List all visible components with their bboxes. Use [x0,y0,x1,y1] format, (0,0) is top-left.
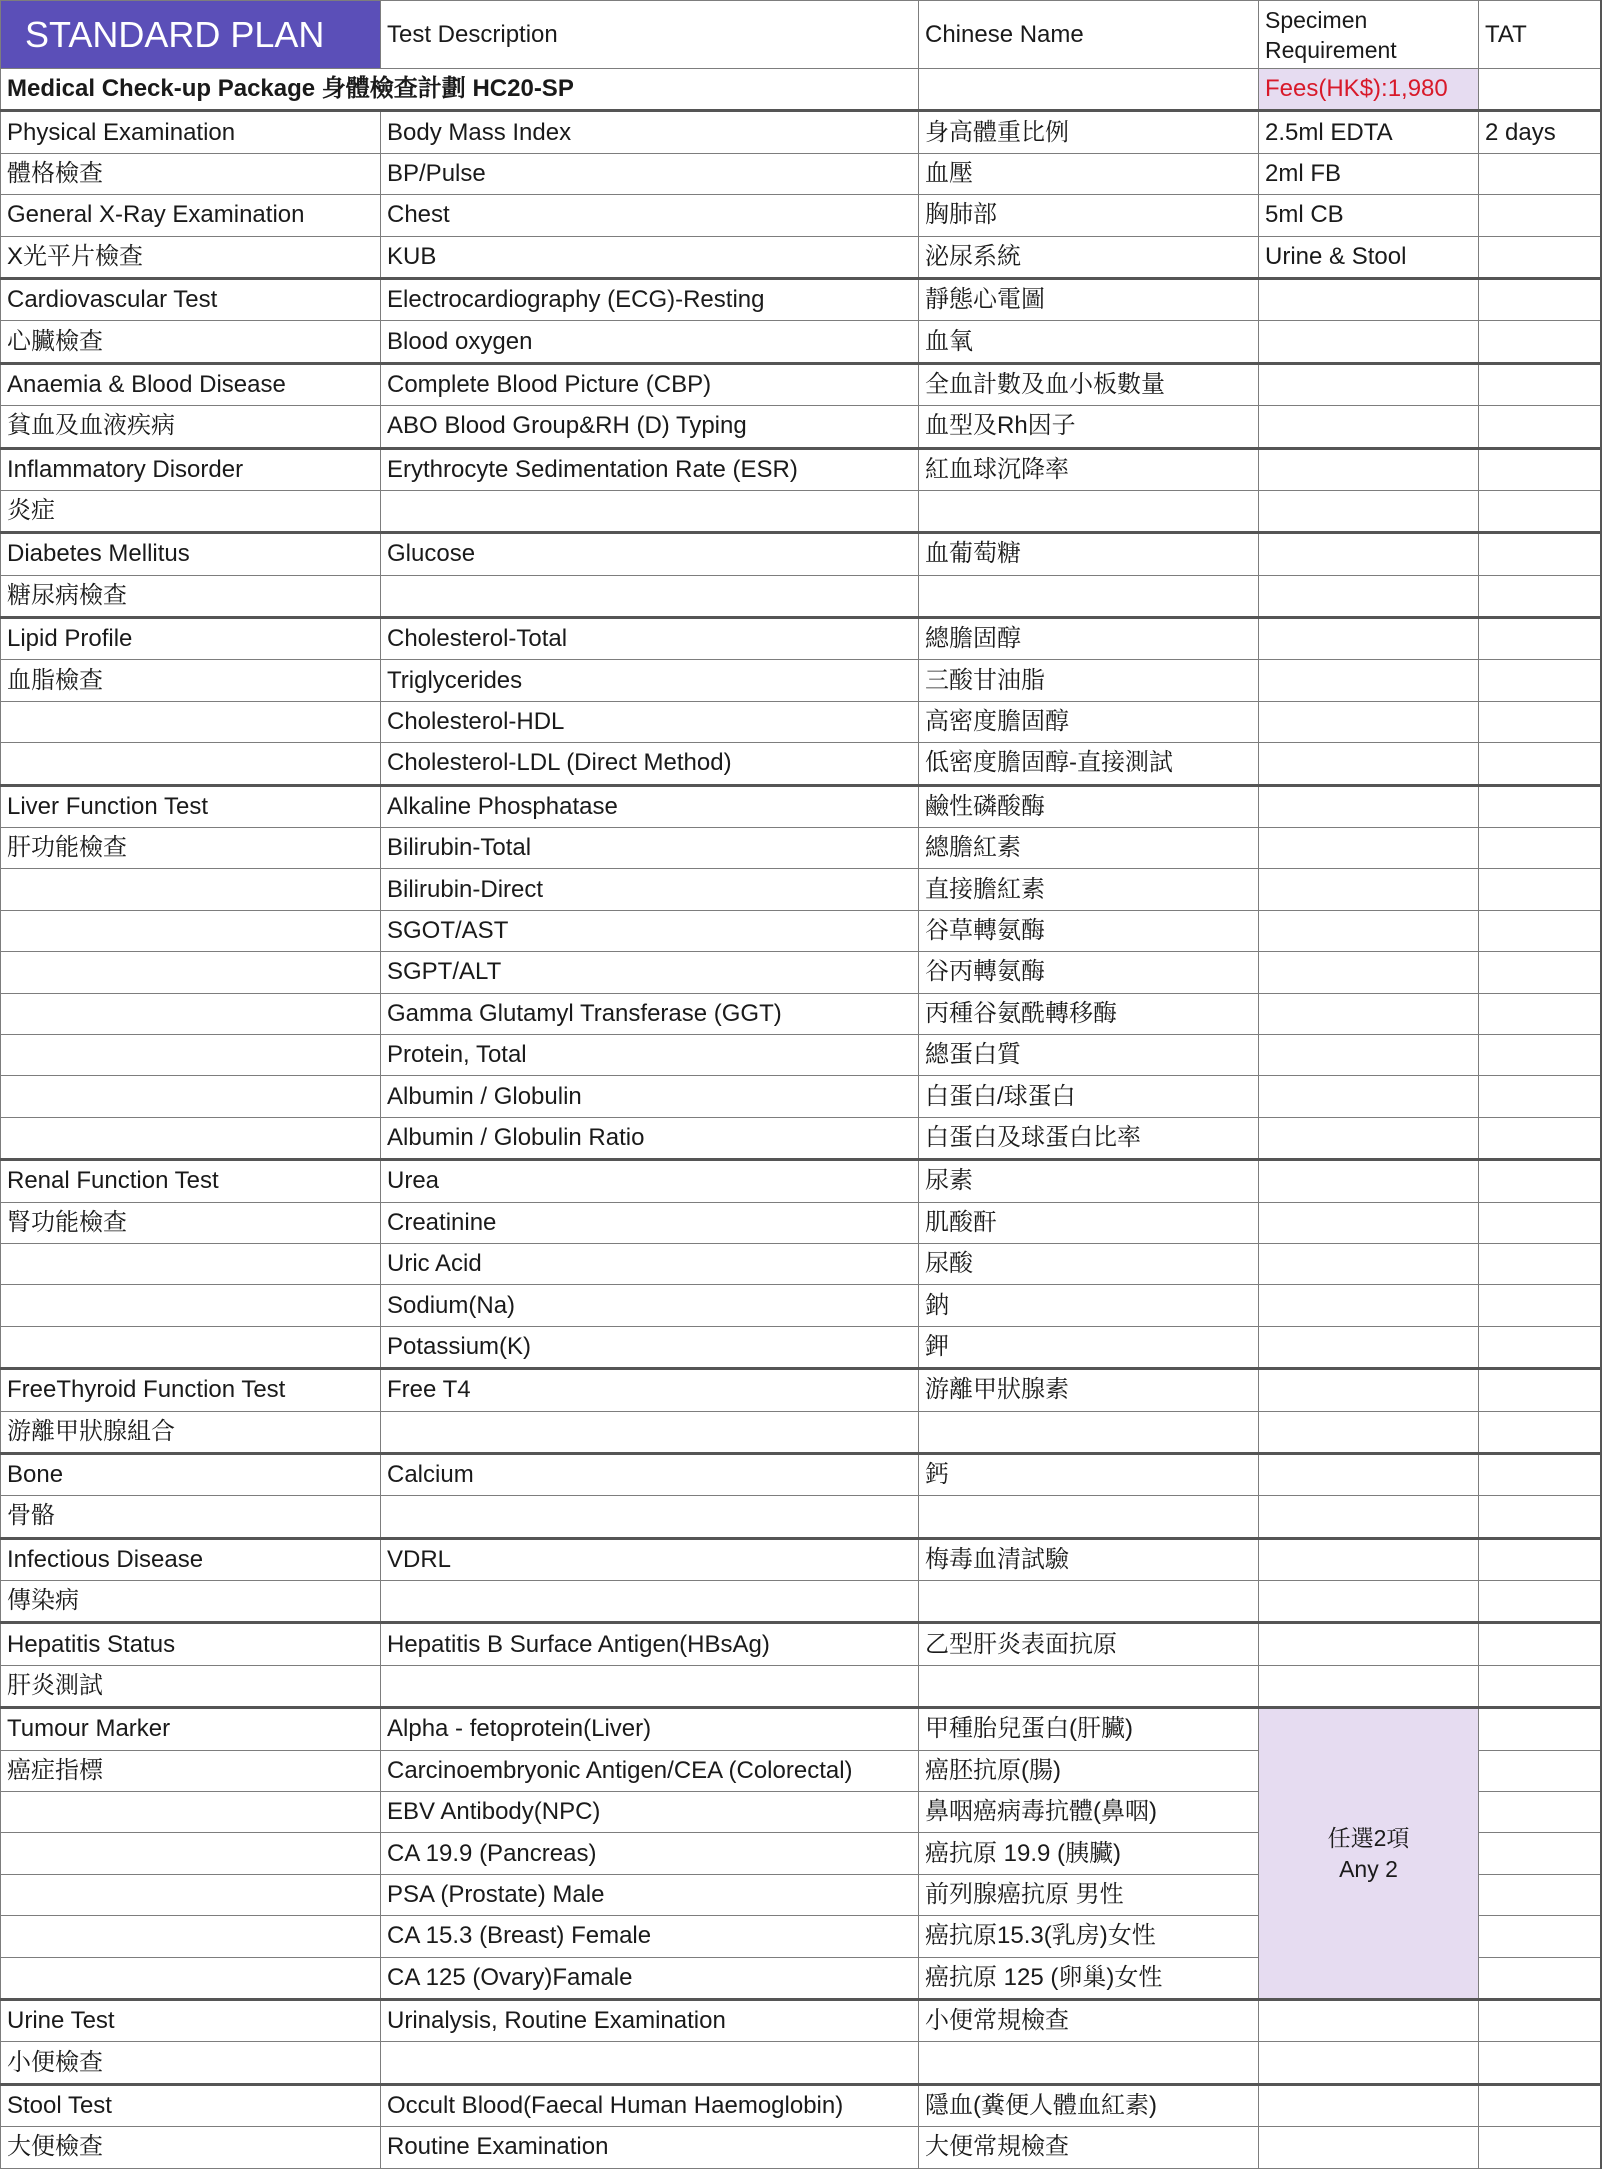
test-description-cell: Urinalysis, Routine Examination [381,1999,919,2041]
tat-cell [1479,660,1601,701]
tat-cell [1479,1202,1601,1243]
table-row [1,993,1601,1034]
specimen-cell [1259,743,1479,785]
chinese-name-cell: 鉀 [919,1326,1259,1368]
table-row [1,490,1601,532]
category-cell: Liver Function Test [1,785,381,827]
chinese-name-cell: 低密度膽固醇-直接測試 [919,743,1259,785]
test-description-cell: Urea [381,1160,919,1202]
test-description-cell: Gamma Glutamyl Transferase (GGT) [381,993,919,1034]
category-cell: Anaemia & Blood Disease [1,363,381,405]
tat-cell [1479,321,1601,363]
tat-cell [1479,1285,1601,1326]
tat-cell [1479,575,1601,617]
tat-cell [1479,1034,1601,1075]
specimen-cell [1259,618,1479,660]
specimen-cell [1259,533,1479,575]
table-row [1,111,1601,153]
specimen-cell [1259,660,1479,701]
category-cell: 心臟檢查 [1,321,381,363]
table-row [1,785,1601,827]
specimen-cell [1259,1076,1479,1117]
category-cell: 炎症 [1,490,381,532]
test-description-cell [381,2042,919,2084]
test-description-cell: KUB [381,236,919,278]
tat-cell [1479,701,1601,742]
col-header-chinese-name: Chinese Name [919,1,1259,69]
tat-cell [1479,406,1601,448]
test-description-cell: PSA (Prostate) Male [381,1874,919,1915]
chinese-name-cell: 靜態心電圖 [919,278,1259,320]
table-row [1,2127,1601,2168]
test-description-cell: Creatinine [381,1202,919,1243]
chinese-name-cell [919,1496,1259,1538]
tat-cell [1479,1792,1601,1833]
specimen-cell [1259,1202,1479,1243]
table-row [1,363,1601,405]
category-cell: Diabetes Mellitus [1,533,381,575]
tat-cell [1479,869,1601,910]
test-description-cell: CA 19.9 (Pancreas) [381,1833,919,1874]
specimen-cell [1259,993,1479,1034]
test-description-cell: VDRL [381,1538,919,1580]
chinese-name-cell: 癌抗原15.3(乳房)女性 [919,1916,1259,1957]
category-cell: Urine Test [1,1999,381,2041]
test-description-cell: ABO Blood Group&RH (D) Typing [381,406,919,448]
chinese-name-cell: 甲種胎兒蛋白(肝臟) [919,1708,1259,1750]
tat-cell: 2 days [1479,111,1601,153]
test-description-cell: Alpha - fetoprotein(Liver) [381,1708,919,1750]
test-description-cell: Alkaline Phosphatase [381,785,919,827]
package-empty-cell [919,69,1259,111]
chinese-name-cell: 鼻咽癌病毒抗體(鼻咽) [919,1792,1259,1833]
specimen-cell [1259,828,1479,869]
chinese-name-cell [919,490,1259,532]
test-description-cell: Occult Blood(Faecal Human Haemoglobin) [381,2084,919,2126]
category-cell: 小便檢查 [1,2042,381,2084]
test-description-cell: Free T4 [381,1369,919,1411]
test-description-cell: Erythrocyte Sedimentation Rate (ESR) [381,448,919,490]
category-cell [1,1792,381,1833]
category-cell [1,910,381,951]
test-description-cell: Triglycerides [381,660,919,701]
tat-cell [1479,1750,1601,1791]
chinese-name-cell [919,2042,1259,2084]
chinese-name-cell: 直接膽紅素 [919,869,1259,910]
chinese-name-cell: 隱血(糞便人體血紅素) [919,2084,1259,2126]
chinese-name-cell: 胸肺部 [919,195,1259,236]
table-row [1,1999,1601,2041]
tat-cell [1479,1999,1601,2041]
chinese-name-cell: 白蛋白/球蛋白 [919,1076,1259,1117]
category-cell: Renal Function Test [1,1160,381,1202]
chinese-name-cell: 血壓 [919,153,1259,194]
test-description-cell: Bilirubin-Direct [381,869,919,910]
chinese-name-cell: 血型及Rh因子 [919,406,1259,448]
specimen-cell [1259,2127,1479,2168]
specimen-cell [1259,448,1479,490]
category-cell: Bone [1,1453,381,1495]
chinese-name-cell: 總蛋白質 [919,1034,1259,1075]
chinese-name-cell: 身高體重比例 [919,111,1259,153]
category-cell [1,1285,381,1326]
specimen-cell [1259,701,1479,742]
tat-cell [1479,1117,1601,1159]
test-description-cell: SGOT/AST [381,910,919,951]
test-description-cell: Calcium [381,1453,919,1495]
specimen-cell [1259,406,1479,448]
tat-cell [1479,1665,1601,1707]
specimen-cell [1259,910,1479,951]
table-row [1,1538,1601,1580]
tat-cell [1479,1369,1601,1411]
test-description-cell [381,1581,919,1623]
table-row [1,1117,1601,1159]
test-description-cell: CA 125 (Ovary)Famale [381,1957,919,1999]
tat-cell [1479,195,1601,236]
test-description-cell: Body Mass Index [381,111,919,153]
specimen-cell [1259,1665,1479,1707]
category-cell: 體格檢查 [1,153,381,194]
tat-cell [1479,448,1601,490]
test-description-cell: Potassium(K) [381,1326,919,1368]
any-2-en-label: Any 2 [1339,1855,1398,1882]
table-row [1,660,1601,701]
table-row [1,701,1601,742]
test-description-cell: Sodium(Na) [381,1285,919,1326]
chinese-name-cell: 大便常規檢查 [919,2127,1259,2168]
specimen-cell [1259,1496,1479,1538]
table-row [1,743,1601,785]
tat-cell [1479,828,1601,869]
test-description-cell: Cholesterol-Total [381,618,919,660]
category-cell [1,1326,381,1368]
chinese-name-cell: 丙種谷氨酰轉移酶 [919,993,1259,1034]
test-description-cell: SGPT/ALT [381,952,919,993]
table-row [1,278,1601,320]
specimen-cell: 2ml FB [1259,153,1479,194]
category-cell [1,1916,381,1957]
specimen-cell [1259,1411,1479,1453]
chinese-name-cell: 總膽固醇 [919,618,1259,660]
plan-title: STANDARD PLAN [1,1,381,69]
category-cell: Hepatitis Status [1,1623,381,1665]
chinese-name-cell: 谷草轉氨酶 [919,910,1259,951]
category-cell: 糖尿病檢查 [1,575,381,617]
chinese-name-cell: 乙型肝炎表面抗原 [919,1623,1259,1665]
specimen-cell [1259,2042,1479,2084]
category-cell: Stool Test [1,2084,381,2126]
category-cell: 大便檢查 [1,2127,381,2168]
specimen-cell [1259,869,1479,910]
test-description-cell: Bilirubin-Total [381,828,919,869]
tat-cell [1479,236,1601,278]
specimen-cell [1259,952,1479,993]
table-row [1,869,1601,910]
specimen-cell [1259,575,1479,617]
chinese-name-cell: 泌尿系統 [919,236,1259,278]
test-description-cell: Blood oxygen [381,321,919,363]
category-cell [1,1874,381,1915]
chinese-name-cell: 總膽紅素 [919,828,1259,869]
category-cell: Inflammatory Disorder [1,448,381,490]
tat-cell [1479,1833,1601,1874]
chinese-name-cell: 三酸甘油脂 [919,660,1259,701]
specimen-cell: Urine & Stool [1259,236,1479,278]
category-cell [1,743,381,785]
table-row [1,1369,1601,1411]
chinese-name-cell: 前列腺癌抗原 男性 [919,1874,1259,1915]
tat-cell [1479,1874,1601,1915]
category-cell: 血脂檢查 [1,660,381,701]
tat-cell [1479,1581,1601,1623]
specimen-cell [1259,490,1479,532]
specimen-cell [1259,1034,1479,1075]
chinese-name-cell: 血氧 [919,321,1259,363]
specimen-cell [1259,2084,1479,2126]
table-row [1,1034,1601,1075]
table-row [1,1160,1601,1202]
tat-cell [1479,1957,1601,1999]
table-row [1,1496,1601,1538]
table-row [1,236,1601,278]
category-cell [1,1117,381,1159]
col-header-tat: TAT [1479,1,1601,69]
test-description-cell: Complete Blood Picture (CBP) [381,363,919,405]
tat-cell [1479,1411,1601,1453]
chinese-name-cell [919,1581,1259,1623]
table-row [1,828,1601,869]
test-description-cell [381,1411,919,1453]
test-description-cell: Chest [381,195,919,236]
chinese-name-cell: 癌胚抗原(腸) [919,1750,1259,1791]
tat-cell [1479,618,1601,660]
tat-cell [1479,743,1601,785]
chinese-name-cell: 癌抗原 19.9 (胰臟) [919,1833,1259,1874]
specimen-cell [1259,1243,1479,1284]
category-cell [1,952,381,993]
specimen-cell [1259,1369,1479,1411]
tat-cell [1479,910,1601,951]
table-row [1,1285,1601,1326]
category-cell [1,869,381,910]
category-cell: Infectious Disease [1,1538,381,1580]
specimen-cell [1259,1999,1479,2041]
chinese-name-cell [919,1665,1259,1707]
any-2-selection-cell [1259,1708,1479,2000]
specimen-cell [1259,1453,1479,1495]
col-header-specimen-requirement: Specimen Requirement [1259,1,1479,69]
chinese-name-cell: 肌酸酐 [919,1202,1259,1243]
tat-cell [1479,1916,1601,1957]
category-cell [1,1076,381,1117]
specimen-cell: 2.5ml EDTA [1259,111,1479,153]
category-cell: 游離甲狀腺組合 [1,1411,381,1453]
specimen-cell [1259,1285,1479,1326]
tat-cell [1479,952,1601,993]
table-row [1,1623,1601,1665]
chinese-name-cell: 高密度膽固醇 [919,701,1259,742]
category-cell [1,1243,381,1284]
package-tat-cell [1479,69,1601,111]
tat-cell [1479,1243,1601,1284]
test-description-cell: Cholesterol-HDL [381,701,919,742]
category-cell: 貧血及血液疾病 [1,406,381,448]
test-description-cell: Glucose [381,533,919,575]
table-row [1,153,1601,194]
chinese-name-cell: 鈉 [919,1285,1259,1326]
chinese-name-cell: 游離甲狀腺素 [919,1369,1259,1411]
tat-cell [1479,2127,1601,2168]
category-cell [1,1034,381,1075]
tat-cell [1479,490,1601,532]
test-description-cell: Electrocardiography (ECG)-Resting [381,278,919,320]
test-description-cell: Routine Examination [381,2127,919,2168]
test-description-cell: Hepatitis B Surface Antigen(HBsAg) [381,1623,919,1665]
chinese-name-cell: 鈣 [919,1453,1259,1495]
tat-cell [1479,785,1601,827]
category-cell [1,701,381,742]
specimen-cell [1259,1581,1479,1623]
table-row [1,2042,1601,2084]
package-row [1,69,1601,111]
table-row [1,952,1601,993]
table-row [1,618,1601,660]
tat-cell [1479,1076,1601,1117]
specimen-cell [1259,363,1479,405]
test-description-cell: Cholesterol-LDL (Direct Method) [381,743,919,785]
chinese-name-cell: 尿酸 [919,1243,1259,1284]
category-cell [1,1833,381,1874]
chinese-name-cell: 鹼性磷酸酶 [919,785,1259,827]
category-cell [1,993,381,1034]
test-description-cell [381,1496,919,1538]
table-row [1,2084,1601,2126]
category-cell: 肝功能檢查 [1,828,381,869]
col-header-test-description: Test Description [381,1,919,69]
tat-cell [1479,1708,1601,1750]
test-description-cell: Protein, Total [381,1034,919,1075]
specimen-cell [1259,278,1479,320]
package-fees: Fees(HK$):1,980 [1259,69,1479,111]
table-row [1,1202,1601,1243]
specimen-cell [1259,321,1479,363]
specimen-cell [1259,785,1479,827]
chinese-name-cell: 全血計數及血小板數量 [919,363,1259,405]
header-row [1,1,1601,69]
test-description-cell: EBV Antibody(NPC) [381,1792,919,1833]
category-cell: 肝炎測試 [1,1665,381,1707]
table-row [1,910,1601,951]
test-description-cell: Albumin / Globulin Ratio [381,1117,919,1159]
table-row [1,448,1601,490]
chinese-name-cell: 癌抗原 125 (卵巢)女性 [919,1957,1259,1999]
specimen-cell [1259,1326,1479,1368]
category-cell: 癌症指標 [1,1750,381,1791]
table-row [1,1076,1601,1117]
tat-cell [1479,533,1601,575]
any-2-zh-label: 任選2項 [1327,1824,1410,1851]
chinese-name-cell [919,575,1259,617]
table-row [1,321,1601,363]
chinese-name-cell [919,1411,1259,1453]
table-row [1,1581,1601,1623]
test-description-cell [381,575,919,617]
category-cell: General X-Ray Examination [1,195,381,236]
test-description-cell: CA 15.3 (Breast) Female [381,1916,919,1957]
tat-cell [1479,993,1601,1034]
test-description-cell: Uric Acid [381,1243,919,1284]
category-cell [1,1957,381,1999]
tat-cell [1479,278,1601,320]
tat-cell [1479,1538,1601,1580]
table-row [1,195,1601,236]
tat-cell [1479,363,1601,405]
table-row [1,1665,1601,1707]
test-description-cell [381,1665,919,1707]
category-cell: 傳染病 [1,1581,381,1623]
table-row [1,1411,1601,1453]
chinese-name-cell: 谷丙轉氨酶 [919,952,1259,993]
specimen-cell [1259,1623,1479,1665]
package-name: Medical Check-up Package 身體檢查計劃 HC20-SP [1,69,919,111]
chinese-name-cell: 梅毒血清試驗 [919,1538,1259,1580]
table-row [1,575,1601,617]
tat-cell [1479,1453,1601,1495]
test-description-cell: Albumin / Globulin [381,1076,919,1117]
category-cell: Physical Examination [1,111,381,153]
tat-cell [1479,2084,1601,2126]
tat-cell [1479,153,1601,194]
specimen-cell: 5ml CB [1259,195,1479,236]
specimen-cell [1259,1117,1479,1159]
category-cell: 腎功能檢查 [1,1202,381,1243]
category-cell: X光平片檢查 [1,236,381,278]
chinese-name-cell: 白蛋白及球蛋白比率 [919,1117,1259,1159]
table-row [1,533,1601,575]
category-cell: Cardiovascular Test [1,278,381,320]
tat-cell [1479,2042,1601,2084]
table-row [1,1243,1601,1284]
specimen-cell [1259,1160,1479,1202]
category-cell: FreeThyroid Function Test [1,1369,381,1411]
category-cell: 骨骼 [1,1496,381,1538]
tat-cell [1479,1160,1601,1202]
tat-cell [1479,1496,1601,1538]
specimen-cell [1259,1538,1479,1580]
table-row [1,1708,1601,1750]
test-description-cell: Carcinoembryonic Antigen/CEA (Colorectal) [381,1750,919,1791]
tat-cell [1479,1623,1601,1665]
table-row [1,406,1601,448]
tat-cell [1479,1326,1601,1368]
category-cell: Lipid Profile [1,618,381,660]
chinese-name-cell: 尿素 [919,1160,1259,1202]
chinese-name-cell: 小便常規檢查 [919,1999,1259,2041]
chinese-name-cell: 紅血球沉降率 [919,448,1259,490]
test-description-cell [381,490,919,532]
table-row [1,1326,1601,1368]
category-cell: Tumour Marker [1,1708,381,1750]
chinese-name-cell: 血葡萄糖 [919,533,1259,575]
test-description-cell: BP/Pulse [381,153,919,194]
table-row [1,1453,1601,1495]
